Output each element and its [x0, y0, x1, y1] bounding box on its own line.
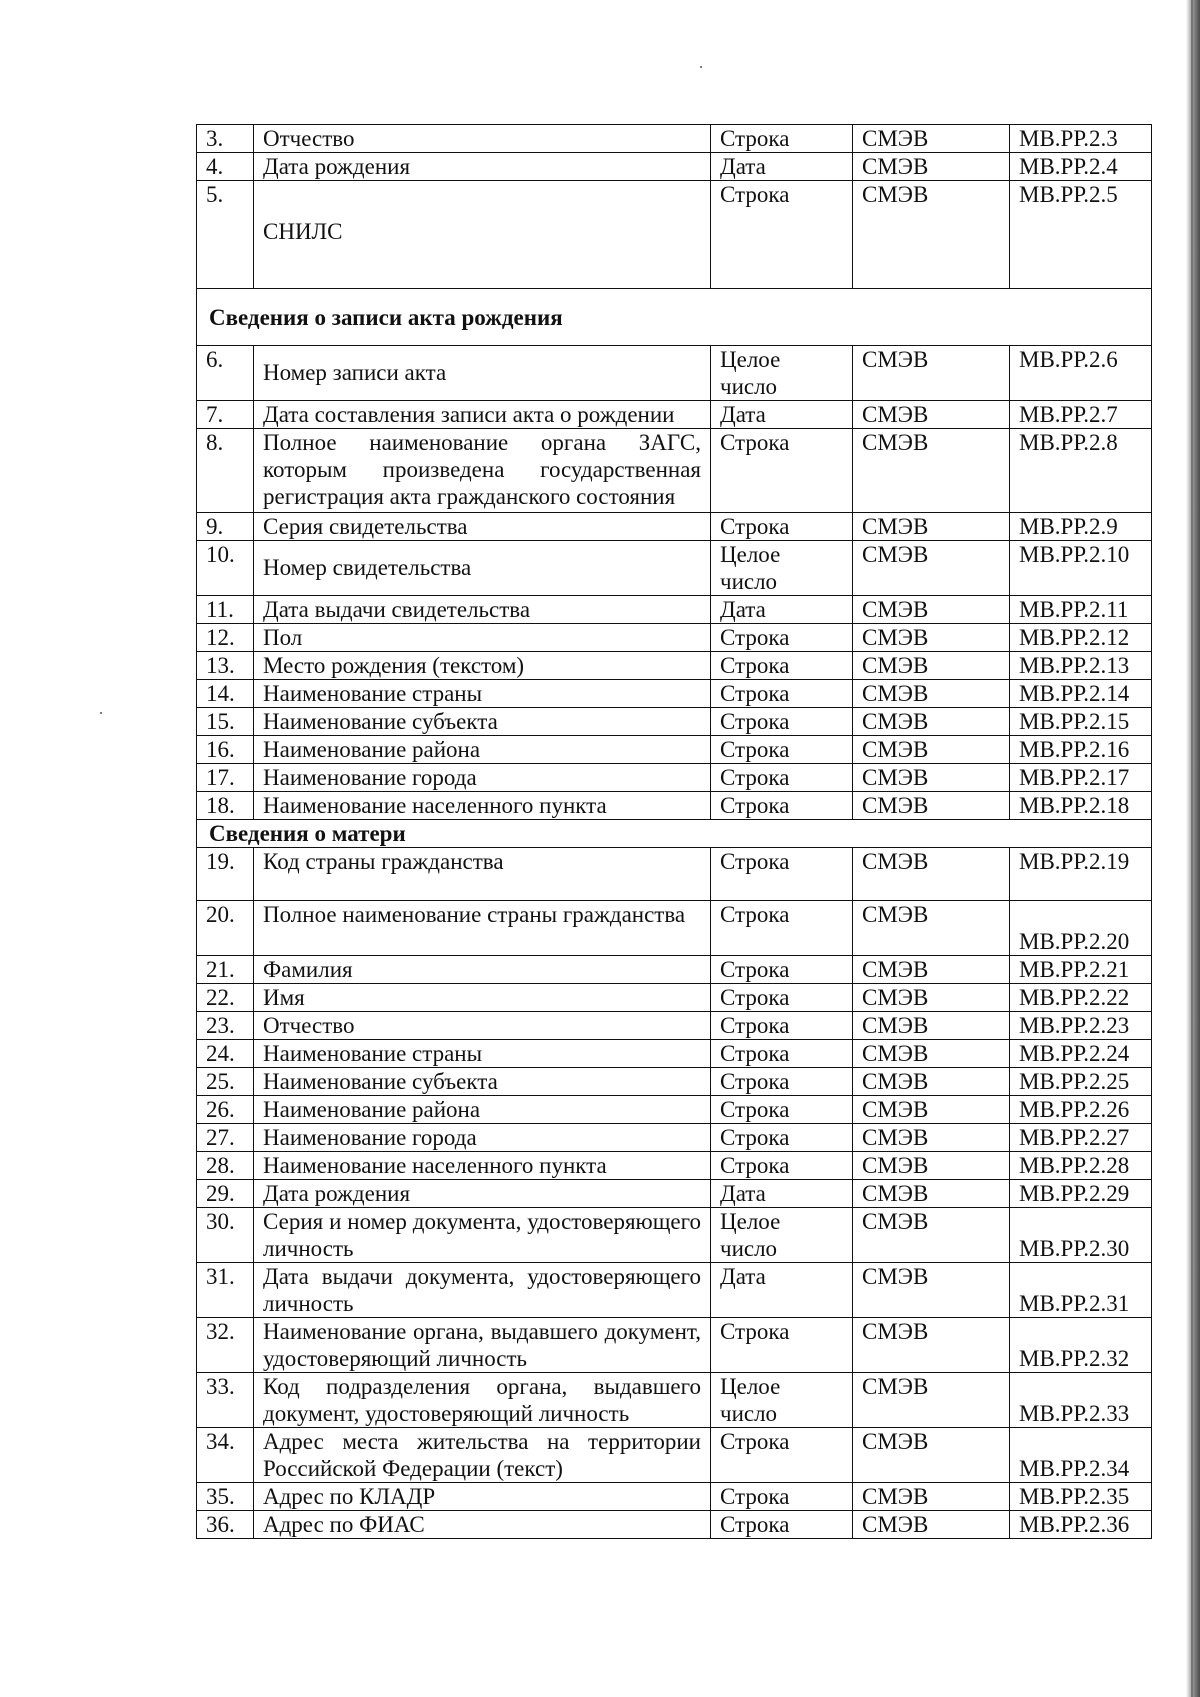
row-number: 19.	[197, 848, 254, 901]
data-type: Строка	[711, 901, 853, 956]
section-title: Сведения о записи акта рождения	[197, 289, 1152, 346]
data-source: СМЭВ	[853, 1263, 1010, 1318]
field-code-text: МВ.РР.2.30	[1019, 1236, 1130, 1261]
row-number: 8.	[197, 429, 254, 513]
field-name-text: Полное наименование страны гражданства	[263, 902, 686, 927]
field-name	[254, 1124, 711, 1152]
table-row	[197, 513, 1152, 541]
table-row	[197, 1040, 1152, 1068]
data-type: Строка	[711, 1096, 853, 1124]
field-name-text: Дата выдачи свидетельства	[263, 597, 531, 622]
registry-table	[196, 124, 1152, 1539]
data-source: СМЭВ	[853, 181, 1010, 289]
data-source: СМЭВ	[853, 1152, 1010, 1180]
row-number: 23.	[197, 1012, 254, 1040]
table-row	[197, 652, 1152, 680]
field-name-text: Дата рождения	[263, 1181, 411, 1206]
data-type: Дата	[711, 153, 853, 181]
row-number: 26.	[197, 1096, 254, 1124]
data-type: Целое число	[711, 1373, 853, 1428]
data-type: Строка	[711, 1040, 853, 1068]
field-name-text: Имя	[263, 985, 305, 1010]
field-code	[1010, 736, 1152, 764]
field-code-text: МВ.РР.2.33	[1019, 1401, 1130, 1426]
table-row	[197, 1124, 1152, 1152]
table-row	[197, 541, 1152, 596]
row-number: 11.	[197, 596, 254, 624]
data-type: Строка	[711, 513, 853, 541]
row-number: 30.	[197, 1208, 254, 1263]
field-name-text: Код страны гражданства	[263, 849, 504, 874]
row-number: 36.	[197, 1511, 254, 1539]
data-type: Дата	[711, 1180, 853, 1208]
field-name	[254, 346, 711, 401]
data-type: Строка	[711, 1012, 853, 1040]
row-number: 20.	[197, 901, 254, 956]
row-number: 4.	[197, 153, 254, 181]
field-name	[254, 153, 711, 181]
field-code-text: МВ.РР.2.32	[1019, 1346, 1130, 1371]
field-name	[254, 792, 711, 820]
row-number: 10.	[197, 541, 254, 596]
field-name-text: Пол	[263, 625, 303, 650]
table-row	[197, 125, 1152, 153]
field-name-text: Отчество	[263, 126, 355, 151]
table-row	[197, 848, 1152, 901]
field-name	[254, 181, 711, 289]
field-name	[254, 736, 711, 764]
table-row	[197, 764, 1152, 792]
field-name-text: Серия свидетельства	[263, 514, 468, 539]
data-source: СМЭВ	[853, 153, 1010, 181]
field-code	[1010, 513, 1152, 541]
table-row	[197, 680, 1152, 708]
row-number: 13.	[197, 652, 254, 680]
field-code-text: МВ.РР.2.35	[1019, 1484, 1130, 1509]
field-code	[1010, 956, 1152, 984]
registry-table-body	[197, 125, 1152, 1539]
field-name	[254, 1263, 711, 1318]
field-code-text: МВ.РР.2.24	[1019, 1041, 1130, 1066]
data-source: СМЭВ	[853, 429, 1010, 513]
section-title: Сведения о матери	[197, 820, 1152, 848]
data-type: Строка	[711, 1511, 853, 1539]
field-code-text: МВ.РР.2.12	[1019, 625, 1130, 650]
row-number: 28.	[197, 1152, 254, 1180]
row-number: 31.	[197, 1263, 254, 1318]
table-row	[197, 153, 1152, 181]
field-name-text: Адрес места жительства на территории Российской Федерации (текст)	[263, 1429, 701, 1481]
row-number: 35.	[197, 1483, 254, 1511]
row-number: 15.	[197, 708, 254, 736]
data-source: СМЭВ	[853, 624, 1010, 652]
data-type: Строка	[711, 1483, 853, 1511]
field-code	[1010, 680, 1152, 708]
data-source: СМЭВ	[853, 1318, 1010, 1373]
field-name-text: Наименование района	[263, 1097, 481, 1122]
data-type: Целое число	[711, 1208, 853, 1263]
field-code	[1010, 346, 1152, 401]
data-source: СМЭВ	[853, 1012, 1010, 1040]
field-code	[1010, 1318, 1152, 1373]
field-code-text: МВ.РР.2.3	[1019, 126, 1118, 151]
table-row	[197, 1318, 1152, 1373]
field-code-text: МВ.РР.2.31	[1019, 1291, 1130, 1316]
field-name	[254, 708, 711, 736]
data-type: Целое число	[711, 541, 853, 596]
data-source: СМЭВ	[853, 848, 1010, 901]
field-code	[1010, 1263, 1152, 1318]
field-name-text: Номер свидетельства	[263, 555, 472, 580]
field-name	[254, 1318, 711, 1373]
field-name-text: Дата выдачи документа, удостоверяющего личность	[263, 1264, 701, 1316]
data-source: СМЭВ	[853, 541, 1010, 596]
table-row	[197, 708, 1152, 736]
field-code-text: МВ.РР.2.4	[1019, 154, 1118, 179]
row-number: 14.	[197, 680, 254, 708]
field-name-text: Наименование города	[263, 1125, 477, 1150]
data-type: Строка	[711, 956, 853, 984]
field-name	[254, 680, 711, 708]
field-code-text: МВ.РР.2.17	[1019, 765, 1130, 790]
data-source: СМЭВ	[853, 346, 1010, 401]
field-code-text: МВ.РР.2.27	[1019, 1125, 1130, 1150]
field-code	[1010, 1068, 1152, 1096]
field-name-text: Полное наименование органа ЗАГС, которым произведена государственная регистрация акта гражданского состояния	[263, 430, 701, 509]
table-row	[197, 429, 1152, 513]
row-number: 21.	[197, 956, 254, 984]
table-row	[197, 736, 1152, 764]
table-row	[197, 1511, 1152, 1539]
field-name-text: Наименование субъекта	[263, 709, 498, 734]
field-code	[1010, 1040, 1152, 1068]
field-code-text: МВ.РР.2.23	[1019, 1013, 1130, 1038]
data-source: СМЭВ	[853, 764, 1010, 792]
field-code-text: МВ.РР.2.16	[1019, 737, 1130, 762]
field-name	[254, 1096, 711, 1124]
field-code-text: МВ.РР.2.19	[1019, 849, 1130, 874]
data-source: СМЭВ	[853, 1428, 1010, 1483]
field-name	[254, 401, 711, 429]
field-name-text: Адрес по ФИАС	[263, 1512, 425, 1537]
field-name	[254, 1373, 711, 1428]
field-code	[1010, 1124, 1152, 1152]
data-type: Дата	[711, 1263, 853, 1318]
data-source: СМЭВ	[853, 1208, 1010, 1263]
scan-speck	[100, 712, 102, 714]
field-name	[254, 1208, 711, 1263]
field-code	[1010, 1180, 1152, 1208]
data-type: Строка	[711, 181, 853, 289]
data-type: Строка	[711, 125, 853, 153]
field-name	[254, 513, 711, 541]
data-source: СМЭВ	[853, 125, 1010, 153]
field-name-text: Наименование населенного пункта	[263, 793, 607, 818]
table-row	[197, 181, 1152, 289]
data-type: Строка	[711, 1124, 853, 1152]
row-number: 12.	[197, 624, 254, 652]
data-type: Строка	[711, 764, 853, 792]
data-type: Строка	[711, 1428, 853, 1483]
field-name	[254, 1068, 711, 1096]
table-row	[197, 984, 1152, 1012]
field-name	[254, 1152, 711, 1180]
field-code	[1010, 792, 1152, 820]
field-name	[254, 984, 711, 1012]
table-row	[197, 1012, 1152, 1040]
table-row	[197, 346, 1152, 401]
table-row	[197, 401, 1152, 429]
field-code	[1010, 984, 1152, 1012]
field-code	[1010, 153, 1152, 181]
data-source: СМЭВ	[853, 1180, 1010, 1208]
field-code	[1010, 1511, 1152, 1539]
field-code-text: МВ.РР.2.21	[1019, 957, 1130, 982]
data-source: СМЭВ	[853, 956, 1010, 984]
field-code	[1010, 1428, 1152, 1483]
field-name	[254, 901, 711, 956]
section-header-row	[197, 289, 1152, 346]
row-number: 5.	[197, 181, 254, 289]
table-row	[197, 624, 1152, 652]
field-code-text: МВ.РР.2.25	[1019, 1069, 1130, 1094]
field-name-text: Адрес по КЛАДР	[263, 1484, 436, 1509]
row-number: 27.	[197, 1124, 254, 1152]
field-code-text: МВ.РР.2.8	[1019, 430, 1118, 455]
section-header-row	[197, 820, 1152, 848]
data-source: СМЭВ	[853, 901, 1010, 956]
field-name	[254, 1040, 711, 1068]
field-code	[1010, 125, 1152, 153]
row-number: 7.	[197, 401, 254, 429]
field-code-text: МВ.РР.2.6	[1019, 347, 1118, 372]
field-name	[254, 125, 711, 153]
data-source: СМЭВ	[853, 1124, 1010, 1152]
table-row	[197, 596, 1152, 624]
field-name	[254, 764, 711, 792]
row-number: 9.	[197, 513, 254, 541]
field-code-text: МВ.РР.2.34	[1019, 1456, 1130, 1481]
table-row	[197, 1483, 1152, 1511]
field-code-text: МВ.РР.2.26	[1019, 1097, 1130, 1122]
field-name	[254, 1180, 711, 1208]
data-source: СМЭВ	[853, 401, 1010, 429]
field-code	[1010, 596, 1152, 624]
field-code-text: МВ.РР.2.7	[1019, 402, 1118, 427]
data-source: СМЭВ	[853, 792, 1010, 820]
field-name-text: Серия и номер документа, удостоверяющего личность	[263, 1209, 701, 1261]
table-row	[197, 792, 1152, 820]
data-type: Дата	[711, 401, 853, 429]
data-source: СМЭВ	[853, 1483, 1010, 1511]
field-name	[254, 596, 711, 624]
field-code	[1010, 901, 1152, 956]
field-code	[1010, 624, 1152, 652]
field-code	[1010, 1152, 1152, 1180]
scan-speck	[700, 66, 702, 68]
row-number: 3.	[197, 125, 254, 153]
data-source: СМЭВ	[853, 984, 1010, 1012]
field-code-text: МВ.РР.2.5	[1019, 182, 1118, 207]
data-source: СМЭВ	[853, 1511, 1010, 1539]
field-name-text: Наименование города	[263, 765, 477, 790]
field-code	[1010, 429, 1152, 513]
data-source: СМЭВ	[853, 1096, 1010, 1124]
field-name-text: Дата составления записи акта о рождении	[263, 402, 675, 427]
field-code	[1010, 848, 1152, 901]
field-name-text: СНИЛС	[263, 219, 343, 244]
table-row	[197, 1068, 1152, 1096]
data-source: СМЭВ	[853, 1040, 1010, 1068]
field-code	[1010, 401, 1152, 429]
field-name-text: Дата рождения	[263, 154, 411, 179]
data-type: Строка	[711, 792, 853, 820]
field-code-text: МВ.РР.2.28	[1019, 1153, 1130, 1178]
field-code-text: МВ.РР.2.10	[1019, 542, 1130, 567]
field-code	[1010, 181, 1152, 289]
field-name	[254, 624, 711, 652]
field-code-text: МВ.РР.2.36	[1019, 1512, 1130, 1537]
row-number: 22.	[197, 984, 254, 1012]
field-name	[254, 1012, 711, 1040]
data-type: Строка	[711, 848, 853, 901]
data-source: СМЭВ	[853, 1373, 1010, 1428]
field-code	[1010, 1483, 1152, 1511]
field-name	[254, 848, 711, 901]
field-code	[1010, 541, 1152, 596]
data-type: Строка	[711, 652, 853, 680]
field-code	[1010, 1208, 1152, 1263]
field-code	[1010, 764, 1152, 792]
data-type: Строка	[711, 1152, 853, 1180]
field-code-text: МВ.РР.2.18	[1019, 793, 1130, 818]
field-code-text: МВ.РР.2.13	[1019, 653, 1130, 678]
row-number: 17.	[197, 764, 254, 792]
scan-edge-shadow	[1186, 0, 1200, 1697]
field-code-text: МВ.РР.2.14	[1019, 681, 1130, 706]
field-name	[254, 541, 711, 596]
row-number: 16.	[197, 736, 254, 764]
field-name	[254, 652, 711, 680]
table-row	[197, 1263, 1152, 1318]
data-type: Строка	[711, 736, 853, 764]
field-name-text: Номер записи акта	[263, 360, 447, 385]
field-name-text: Фамилия	[263, 957, 353, 982]
field-name	[254, 956, 711, 984]
data-source: СМЭВ	[853, 1068, 1010, 1096]
data-source: СМЭВ	[853, 652, 1010, 680]
data-type: Строка	[711, 708, 853, 736]
table-row	[197, 901, 1152, 956]
table-row	[197, 956, 1152, 984]
field-code	[1010, 1096, 1152, 1124]
row-number: 24.	[197, 1040, 254, 1068]
row-number: 18.	[197, 792, 254, 820]
field-name	[254, 429, 711, 513]
table-row	[197, 1373, 1152, 1428]
field-code-text: МВ.РР.2.29	[1019, 1181, 1130, 1206]
field-name-text: Отчество	[263, 1013, 355, 1038]
table-row	[197, 1096, 1152, 1124]
field-code	[1010, 708, 1152, 736]
data-type: Строка	[711, 429, 853, 513]
field-name	[254, 1511, 711, 1539]
row-number: 33.	[197, 1373, 254, 1428]
row-number: 6.	[197, 346, 254, 401]
field-name-text: Наименование субъекта	[263, 1069, 498, 1094]
data-type: Строка	[711, 624, 853, 652]
field-code-text: МВ.РР.2.15	[1019, 709, 1130, 734]
field-name-text: Наименование населенного пункта	[263, 1153, 607, 1178]
data-source: СМЭВ	[853, 680, 1010, 708]
row-number: 34.	[197, 1428, 254, 1483]
field-code-text: МВ.РР.2.11	[1019, 597, 1129, 622]
field-name-text: Наименование района	[263, 737, 481, 762]
field-name-text: Наименование органа, выдавшего документ, удостоверяющий личность	[263, 1319, 701, 1371]
table-row	[197, 1208, 1152, 1263]
field-code-text: МВ.РР.2.9	[1019, 514, 1118, 539]
field-code-text: МВ.РР.2.22	[1019, 985, 1130, 1010]
field-name-text: Код подразделения органа, выдавшего документ, удостоверяющий личность	[263, 1374, 701, 1426]
data-type: Строка	[711, 680, 853, 708]
data-type: Дата	[711, 596, 853, 624]
field-name	[254, 1428, 711, 1483]
row-number: 29.	[197, 1180, 254, 1208]
data-type: Строка	[711, 1318, 853, 1373]
field-code	[1010, 1012, 1152, 1040]
data-source: СМЭВ	[853, 708, 1010, 736]
field-code-text: МВ.РР.2.20	[1019, 929, 1130, 954]
row-number: 32.	[197, 1318, 254, 1373]
field-name-text: Место рождения (текстом)	[263, 653, 525, 678]
data-source: СМЭВ	[853, 513, 1010, 541]
table-row	[197, 1428, 1152, 1483]
table-row	[197, 1180, 1152, 1208]
data-type: Строка	[711, 1068, 853, 1096]
data-source: СМЭВ	[853, 736, 1010, 764]
table-row	[197, 1152, 1152, 1180]
data-type: Целое число	[711, 346, 853, 401]
field-code	[1010, 652, 1152, 680]
data-source: СМЭВ	[853, 596, 1010, 624]
field-code	[1010, 1373, 1152, 1428]
field-name-text: Наименование страны	[263, 1041, 483, 1066]
field-name-text: Наименование страны	[263, 681, 483, 706]
row-number: 25.	[197, 1068, 254, 1096]
data-type: Строка	[711, 984, 853, 1012]
field-name	[254, 1483, 711, 1511]
